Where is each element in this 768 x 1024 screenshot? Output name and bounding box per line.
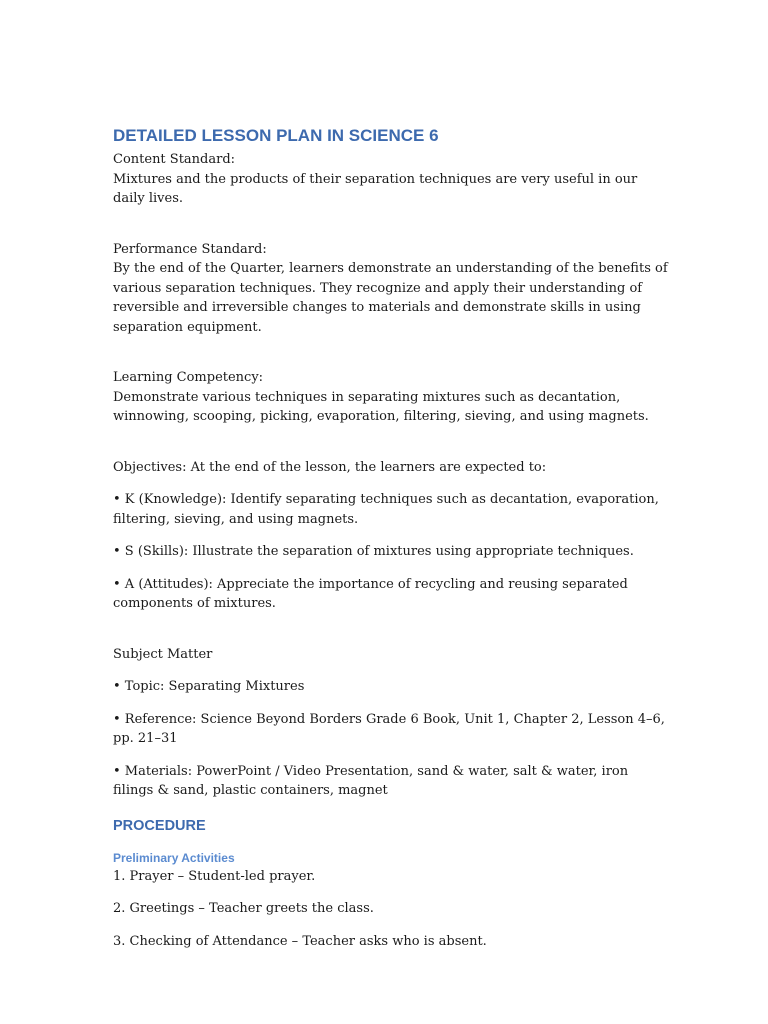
learning-competency-label: Learning Competency: (113, 370, 264, 385)
procedure-item-greetings: 2. Greetings – Teacher greets the class. (113, 901, 374, 916)
document-title: DETAILED LESSON PLAN IN SCIENCE 6 (113, 126, 439, 145)
content-standard-label: Content Standard: (113, 152, 236, 167)
objective-knowledge: • K (Knowledge): Identify separating techniques such as decantation, evaporation, filtering, sieving, and using magnets. (113, 492, 659, 527)
subject-matter-topic: • Topic: Separating Mixtures (113, 679, 305, 694)
objective-skills: • S (Skills): Illustrate the separation of mixtures using appropriate techniques. (113, 544, 634, 559)
procedure-item-prayer: 1. Prayer – Student-led prayer. (113, 868, 316, 884)
subject-matter-materials: • Materials: PowerPoint / Video Presentation, sand & water, salt & water, iron filings & sand, plastic containers, magnet (113, 763, 629, 798)
objective-attitudes: • A (Attitudes): Appreciate the importance of recycling and reusing separated components of mixtures. (113, 576, 628, 611)
learning-competency-text: Demonstrate various techniques in separating mixtures such as decantation, winnowing, scooping, picking, evaporation, filtering, sieving, and using magnets. (113, 389, 649, 424)
procedure-item-attendance: 3. Checking of Attendance – Teacher asks who is absent. (113, 933, 487, 949)
procedure-heading: PROCEDURE (113, 817, 206, 834)
objectives-intro: Objectives: At the end of the lesson, the learners are expected to: (113, 459, 547, 475)
subject-matter-label: Subject Matter (113, 646, 213, 662)
content-standard-text: Mixtures and the products of their separation techniques are very useful in our daily lives. (113, 171, 638, 206)
subject-matter-reference: • Reference: Science Beyond Borders Grade 6 Book, Unit 1, Chapter 2, Lesson 4–6, pp. 21–31 (113, 711, 665, 746)
preliminary-activities-heading: Preliminary Activities (113, 850, 235, 865)
performance-standard-text: By the end of the Quarter, learners demonstrate an understanding of the benefits of various separation techniques. They recognize and apply their understanding of reversible and irreversible changes to materials and demonstrate skills in using separation equipment. (113, 261, 668, 335)
performance-standard-label: Performance Standard: (113, 241, 267, 257)
